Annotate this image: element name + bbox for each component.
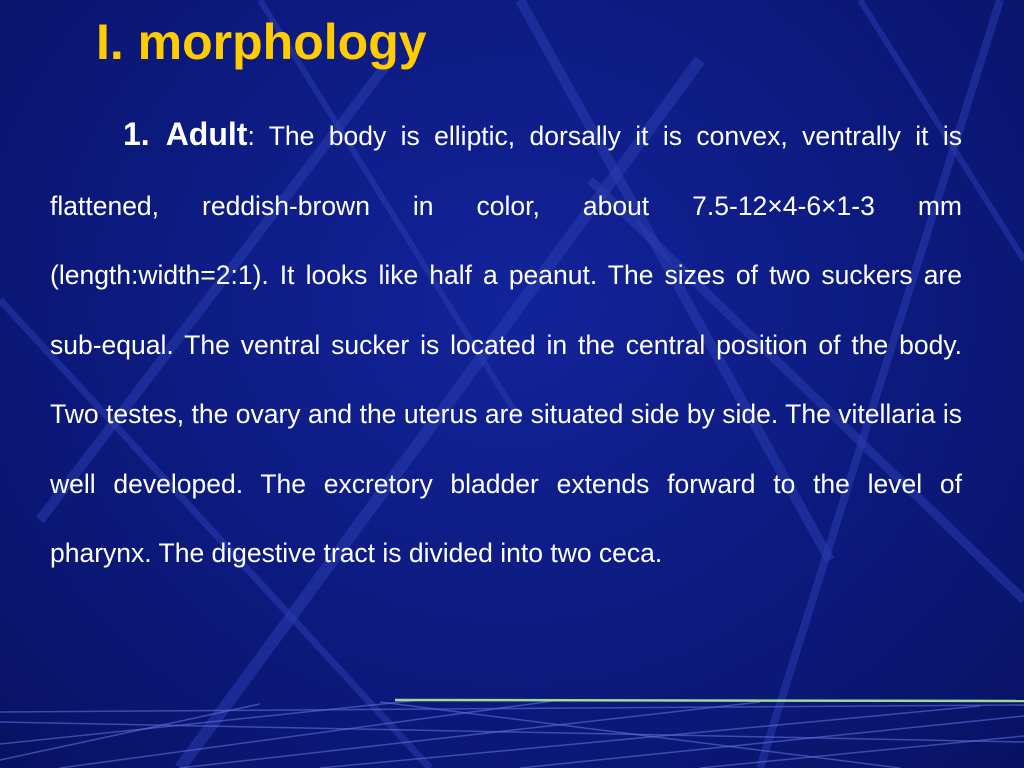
slide-title: I. morphology xyxy=(96,14,427,70)
body-paragraph xyxy=(50,100,962,589)
paragraph-text: The body is elliptic, dorsally it is convex, ventrally it is flattened, reddish-brown in color, about 7.5-12×4-6×1-3 mm (length:width=2:1). It looks like half a peanut. The sizes of two suckers are sub-equal. The ventral sucker is located in the central position of the body. Two testes, the ovary and the uterus are situated side by side. The vitellaria is well developed. The excretory bladder extends forward to the level of pharynx. The digestive tract is divided into two ceca. xyxy=(50,121,962,568)
section-colon: : xyxy=(247,121,255,151)
section-number: 1. xyxy=(123,116,150,152)
section-label: Adult xyxy=(165,116,248,152)
